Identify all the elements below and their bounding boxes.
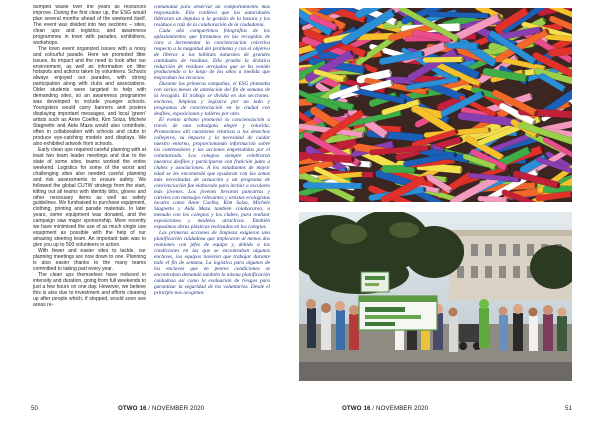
english-paragraph: dumped waste over the years as resources improve. During the first clean up, the ESG would plan several months ahead of the weekend itself. The event was divided into two sections – sites, clean ups and logistics, and awareness programmes in town with parades, exhibitions, workshops. — [33, 5, 146, 46]
magazine-date-left: / NOVEMBER 2020 — [146, 405, 205, 412]
straws-photo — [299, 8, 572, 202]
spanish-paragraph: Cada año compartimos fotografías de los aplastamientos que formamos en las recogidas de cara a incrementar la concienciación colectiva respecto a la magnitud del problema y con el objetivo de liberar a los hábitats naturales de grandes cantidades de residuos. Ello prueba la drástica reducción de residuos arrojados que se ha venido produciendo a lo largo de los años a medida que mejoraban los recursos. — [154, 27, 270, 82]
parade-illustration — [299, 212, 572, 381]
english-paragraph: With fewer and easier sites to tackle, our planning meetings are now down to one. Planning is also easier thanks to the many teams committed to taking part every year. — [33, 248, 146, 272]
spanish-paragraph: Durante las primeras campañas, el ESG planeaba con varios meses de antelación del fin de semana de la recogida. El trabajo se dividía en dos secciones: enclaves, limpieza y logística por un lado y programas de concienciación en la ciudad con desfiles, exposiciones y talleres por otro. — [154, 81, 270, 118]
straws-illustration — [299, 8, 572, 202]
english-text-column — [33, 5, 146, 389]
english-paragraph: Early clean ups required careful planning with at least two team leader meetings and due to the state of some sites, teams worked the entire weekend. Logistics for some of the worst and challenging sites also needed careful planning and risk assessments to ensure safety. We followed the global CUTW strategy from the start, kitting out all teams with identity bibs, gloves and other necessary items as well as safety guidelines. We fundraised to purchase equipment, clothing, printing and parade materials. In later years, some equipment was donated, and the campaign saw major sponsorship. More recently we have minimised the use of as much single use equipment as possible with the help of our amazing steering team. An important task was to give you up to 500 volunteers in action. — [33, 146, 146, 249]
magazine-issue-left: OTWO 16 — [118, 405, 147, 412]
spanish-paragraph: comunidad para observar un comportamiento más responsable. Ello conllevó que las autoridades lideraran un impulso a la gestión de la basura y los residuos a raíz de la colaboración de la ciudadanía. — [154, 5, 270, 28]
parade-photo — [299, 212, 572, 381]
magazine-footer-left — [118, 405, 204, 412]
page-number-left: 50 — [31, 405, 39, 412]
magazine-issue-right: OTWO 16 — [342, 405, 371, 412]
spanish-text-column — [154, 5, 270, 389]
english-paragraph: The clean ups themselves have reduced in intensity and duration, going from full weekends to just a few hours on one day. However, we believe this is also due to investment and efforts cleaning up after people which, if stopped, would soon see areas re- — [33, 271, 146, 308]
spanish-paragraph: El evento urbano promovió la concienciación a través de una cabalgata alegre y colorida. Promovimos allí cuestiones relativas a los desechos callejeros, su impacto y la necesidad de cuidar nuestro entorno, proporcionando información sobre los contenedores y las acciones emprendidas por el voluntariado. Los colegios siempre celebraron nuestros desfiles y participaron con frutición junto a clubes y asociaciones. A los estudiantes de mayor edad se les encomendó que ayudaran con las zonas más necesitadas de actuación y un programa de concienciación fue elaborado para incluir a escolares más jóvenes. Los jóvenes llevaron pancartas y carteles con mensajes relevantes y artistas ecologistas locales como Anne Coelho, Kim Soiza, Michele Stagnetto y Aida Maza también colaboraron, a menudo con los colegios y los clubes, para realizar exposiciones y modelos atractivos. También expusimos obras plásticas realizadas en los colegios. — [154, 117, 270, 231]
magazine-date-right: / NOVEMBER 2020 — [370, 405, 429, 412]
magazine-footer-right — [342, 405, 428, 412]
page-number-right: 51 — [565, 405, 573, 412]
spanish-paragraph: Las primeras acciones de limpieza exigieron una planificación cuidadosa que implicaron al menos dos reuniones con jefes de equipo y, debido a las condiciones en las que se encontraban algunos enclaves, los equipos tuvieron que trabajar durante todo el fin de semana. La logística para algunos de los enclaves que en peores condiciones se encontraban demandó también la misma planificación cuidadosa así como la evaluación de riesgos para garantizar la seguridad de los voluntarios. Desde el principio nos acogimos — [154, 230, 270, 296]
english-paragraph: The town event organized issues with a noisy and colourful parade. Here we promoted litter issues, its impact and the need to look after our environment, as well as information on litter hotspots and actions taken by volunteers. Schools always enjoyed our parades, with strong participation along with clubs and associations. Older students were targeted to help with demanding sites, so an awareness programme was developed to include younger schools. Youngsters would carry banners and posters displaying important messages, and local 'green' artists such as Anne Coelho, Kim Soiza, Michele Stagnetto and Aida Maza would also contribute, often in collaboration with schools and clubs to produce eye-catching models and displays. We also exhibited artwork from schools. — [33, 45, 146, 147]
